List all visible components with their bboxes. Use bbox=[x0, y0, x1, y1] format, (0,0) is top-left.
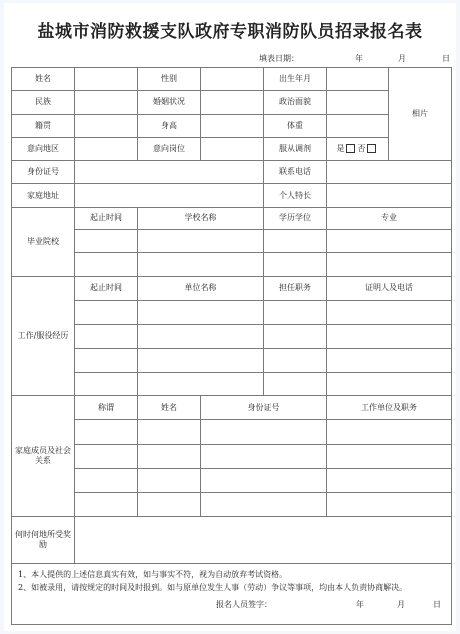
work-header-unit: 单位名称 bbox=[138, 276, 264, 300]
edu-cell[interactable] bbox=[327, 229, 452, 252]
family-cell[interactable] bbox=[327, 493, 452, 517]
work-cell[interactable] bbox=[138, 300, 264, 324]
family-header-employer: 工作单位及职务 bbox=[327, 395, 452, 419]
region-field[interactable] bbox=[75, 137, 138, 160]
form-page bbox=[4, 3, 456, 631]
name-label: 姓名 bbox=[12, 68, 75, 91]
work-cell[interactable] bbox=[264, 349, 327, 372]
gender-field[interactable] bbox=[201, 68, 264, 91]
address-label: 家庭地址 bbox=[12, 184, 75, 207]
post-field[interactable] bbox=[201, 137, 264, 160]
awards-label: 何时何地所受奖励 bbox=[12, 517, 75, 564]
transfer-yes-checkbox[interactable] bbox=[346, 144, 355, 153]
signature-row bbox=[18, 598, 445, 618]
work-header-period: 起止时间 bbox=[75, 276, 138, 300]
work-cell[interactable] bbox=[327, 325, 452, 349]
photo-box[interactable] bbox=[389, 68, 452, 161]
transfer-no-checkbox[interactable] bbox=[367, 144, 376, 153]
political-label: 政治面貌 bbox=[264, 91, 327, 114]
registration-table bbox=[11, 67, 452, 625]
work-cell[interactable] bbox=[75, 325, 138, 349]
fill-date-day: 日 bbox=[442, 54, 450, 63]
post-label: 意向岗位 bbox=[138, 137, 201, 160]
signature-day: 日 bbox=[433, 600, 441, 610]
edu-header-period: 起止时间 bbox=[75, 207, 138, 229]
transfer-yes-label: 是 bbox=[336, 143, 345, 153]
family-cell[interactable] bbox=[201, 493, 327, 517]
edu-cell[interactable] bbox=[138, 229, 264, 252]
ethnicity-label: 民族 bbox=[12, 91, 75, 114]
work-header-position: 担任职务 bbox=[264, 276, 327, 300]
edu-cell[interactable] bbox=[264, 253, 327, 276]
edu-cell[interactable] bbox=[327, 253, 452, 276]
photo-label: 相片 bbox=[412, 109, 428, 119]
skill-field[interactable] bbox=[327, 184, 452, 207]
transfer-label: 服从调剂 bbox=[264, 137, 327, 160]
note-2: 2、如被录用，请按规定的时间及时报到。如与原单位发生人事（劳动）争议等事项，均由本人负责协商解决。 bbox=[18, 583, 408, 593]
family-header-relation: 称谓 bbox=[75, 395, 138, 419]
work-cell[interactable] bbox=[327, 349, 452, 372]
fill-date-year: 年 bbox=[355, 54, 363, 63]
family-cell[interactable] bbox=[138, 468, 201, 492]
address-field[interactable] bbox=[75, 184, 264, 207]
id-field[interactable] bbox=[75, 161, 264, 184]
notes-cell bbox=[12, 564, 452, 625]
page-title: 盐城市消防救援支队政府专职消防队员招录报名表 bbox=[37, 22, 423, 42]
work-cell[interactable] bbox=[327, 300, 452, 324]
birth-field[interactable] bbox=[327, 68, 389, 91]
family-cell[interactable] bbox=[138, 444, 201, 468]
family-cell[interactable] bbox=[201, 444, 327, 468]
political-field[interactable] bbox=[327, 91, 389, 114]
work-header-reference: 证明人及电话 bbox=[327, 276, 452, 300]
region-label: 意向地区 bbox=[12, 137, 75, 160]
transfer-no-label: 否 bbox=[357, 143, 366, 153]
family-label: 家庭成员及社会关系 bbox=[12, 395, 75, 516]
signature-year: 年 bbox=[356, 600, 364, 610]
awards-field[interactable] bbox=[75, 517, 452, 564]
phone-label: 联系电话 bbox=[264, 161, 327, 184]
note-1: 1、本人提供的上述信息真实有效，如与事实不符，视为自动放弃考试资格。 bbox=[18, 570, 288, 580]
work-cell[interactable] bbox=[75, 300, 138, 324]
work-label: 工作/服役经历 bbox=[12, 276, 75, 395]
fill-date-label: 填表日期： bbox=[259, 54, 299, 63]
weight-field[interactable] bbox=[327, 114, 389, 137]
family-cell[interactable] bbox=[327, 420, 452, 444]
family-cell[interactable] bbox=[75, 444, 138, 468]
edu-cell[interactable] bbox=[264, 229, 327, 252]
edu-cell[interactable] bbox=[138, 253, 264, 276]
family-cell[interactable] bbox=[138, 493, 201, 517]
phone-field[interactable] bbox=[327, 161, 452, 184]
skill-label: 个人特长 bbox=[264, 184, 327, 207]
family-cell[interactable] bbox=[327, 468, 452, 492]
family-header-id: 身份证号 bbox=[201, 395, 327, 419]
birth-label: 出生年月 bbox=[264, 68, 327, 91]
height-field[interactable] bbox=[201, 114, 264, 137]
fill-date-month: 月 bbox=[398, 54, 406, 63]
work-cell[interactable] bbox=[264, 300, 327, 324]
signature-label: 报名人员签字： bbox=[216, 600, 272, 610]
ethnicity-field[interactable] bbox=[75, 91, 138, 114]
family-cell[interactable] bbox=[327, 444, 452, 468]
work-cell[interactable] bbox=[138, 372, 264, 395]
family-header-name: 姓名 bbox=[138, 395, 201, 419]
signature-month: 月 bbox=[397, 600, 405, 610]
work-cell[interactable] bbox=[327, 372, 452, 395]
work-cell[interactable] bbox=[75, 372, 138, 395]
id-label: 身份证号 bbox=[12, 161, 75, 184]
work-cell[interactable] bbox=[138, 349, 264, 372]
edu-header-school: 学校名称 bbox=[138, 207, 264, 229]
height-label: 身高 bbox=[138, 114, 201, 137]
gender-label: 性别 bbox=[138, 68, 201, 91]
education-label: 毕业院校 bbox=[12, 207, 75, 276]
work-cell[interactable] bbox=[75, 349, 138, 372]
native-field[interactable] bbox=[75, 114, 138, 137]
work-cell[interactable] bbox=[264, 325, 327, 349]
family-cell[interactable] bbox=[138, 420, 201, 444]
edu-cell[interactable] bbox=[75, 253, 138, 276]
weight-label: 体重 bbox=[264, 114, 327, 137]
work-cell[interactable] bbox=[264, 372, 327, 395]
marital-label: 婚姻状况 bbox=[138, 91, 201, 114]
transfer-choice bbox=[327, 137, 389, 160]
family-cell[interactable] bbox=[75, 468, 138, 492]
family-cell[interactable] bbox=[201, 468, 327, 492]
name-field[interactable] bbox=[75, 68, 138, 91]
edu-header-degree: 学历学位 bbox=[264, 207, 327, 229]
marital-field[interactable] bbox=[201, 91, 264, 114]
family-cell[interactable] bbox=[201, 420, 327, 444]
family-cell[interactable] bbox=[75, 493, 138, 517]
edu-cell[interactable] bbox=[75, 229, 138, 252]
work-cell[interactable] bbox=[138, 325, 264, 349]
family-cell[interactable] bbox=[75, 420, 138, 444]
edu-header-major: 专业 bbox=[327, 207, 452, 229]
native-label: 籍贯 bbox=[12, 114, 75, 137]
